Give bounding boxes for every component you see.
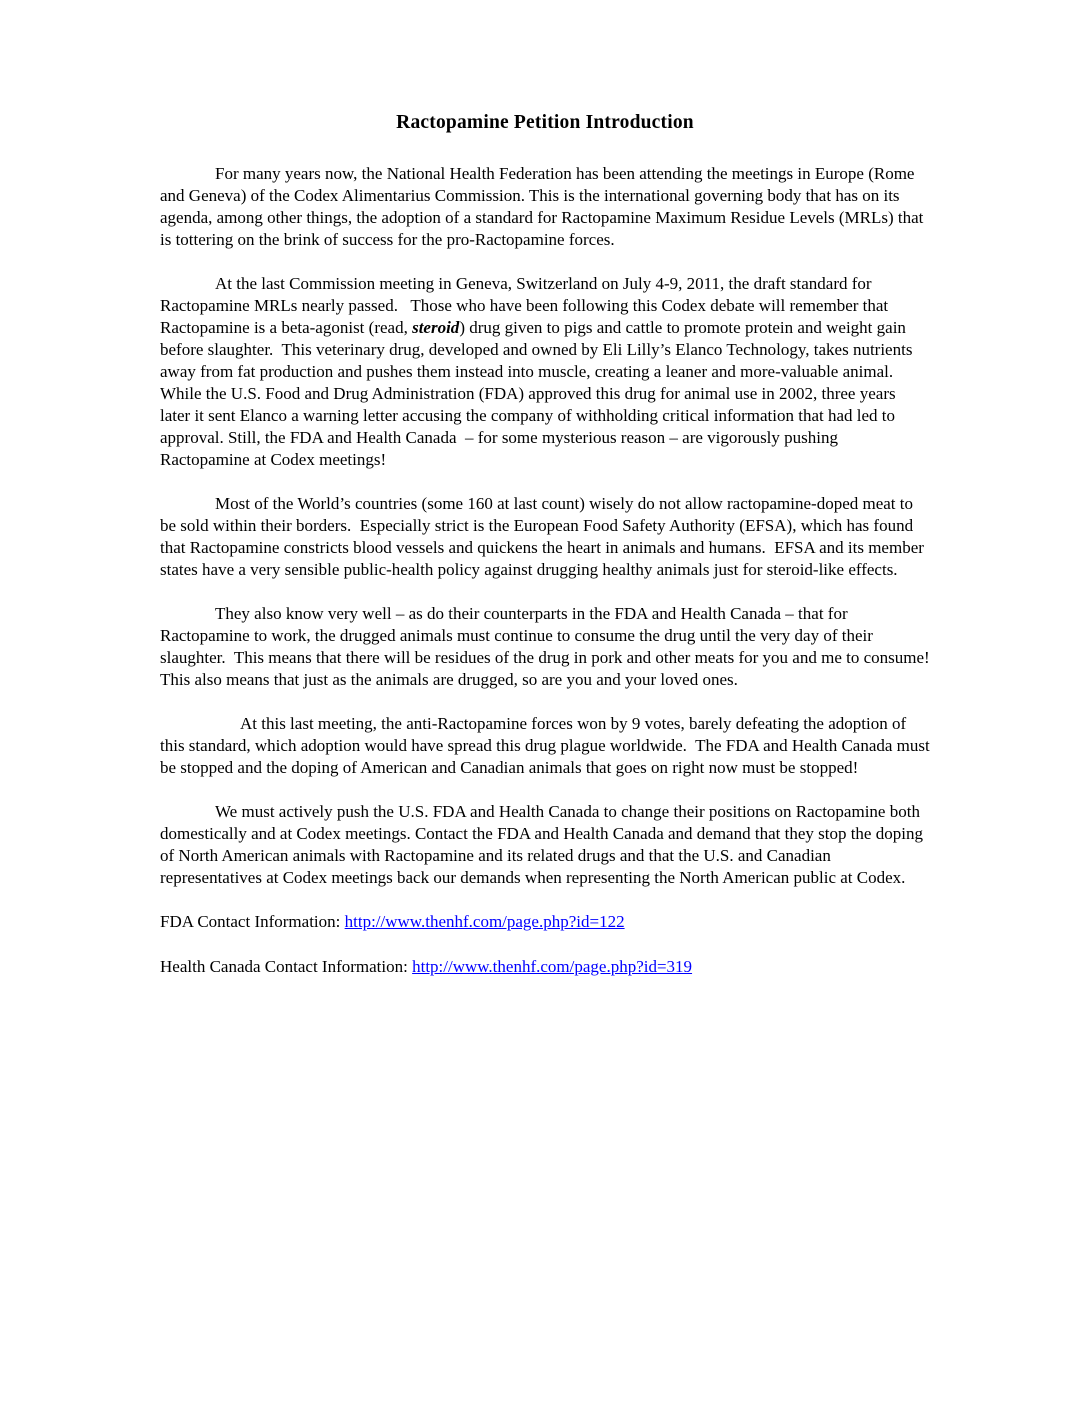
health-canada-contact-label: Health Canada Contact Information: [160, 957, 413, 976]
paragraph-residues: They also know very well – as do their counterparts in the FDA and Health Canada – that for Ractopamine to work, the drugged animals must continue to consume the drug until the very day of their slaughter. This means that there will be residues of the drug in pork and other meats for you and me to consume! This also means that just as the animals are drugged, so are you and your loved ones. [160, 604, 938, 689]
steroid-emphasis: steroid [412, 318, 460, 337]
health-canada-contact-link[interactable]: http://www.thenhf.com/page.php?id=319 [412, 957, 693, 976]
health-canada-contact-line [160, 956, 930, 978]
page-title: Ractopamine Petition Introduction [396, 112, 694, 133]
fda-contact-line [160, 911, 930, 933]
paragraph-commission-meeting [160, 273, 930, 471]
paragraph-world-countries: Most of the World’s countries (some 160 at last count) wisely do not allow ractopamine-doped meat to be sold within their borders. Especially strict is the European Food Safety Authority (EFSA), which has found that Ractopamine constricts blood vessels and quickens the heart in animals and humans. EFSA and its member states have a very sensible public-health policy against drugging healthy animals just for steroid-like effects. [160, 494, 929, 579]
paragraph-commission-meeting-text-post: ) drug given to pigs and cattle to promote protein and weight gain before slaughter. This veterinary drug, developed and owned by Eli Lilly’s Elanco Technology, takes nutrients away from fat production and pushes them instead into muscle, creating a leaner and more-valuable animal. While the U.S. Food and Drug Administration (FDA) approved this drug for animal use in 2002, three years later it sent Elanco a warning letter accusing the company of withholding critical information that had led to approval. Still, the FDA and Health Canada – for some mysterious reason – are vigorously pushing Ractopamine at Codex meetings! [160, 318, 917, 469]
fda-contact-label: FDA Contact Information: [160, 912, 345, 931]
paragraph-last-meeting: At this last meeting, the anti-Ractopamine forces won by 9 votes, barely defeating the adoption of this standard, which adoption would have spread this drug plague worldwide. The FDA and Health Canada must be stopped and the doping of American and Canadian animals that goes on right now must be stopped! [160, 714, 934, 777]
fda-contact-link[interactable]: http://www.thenhf.com/page.php?id=122 [344, 912, 625, 931]
paragraph-intro: For many years now, the National Health Federation has been attending the meetings in Europe (Rome and Geneva) of the Codex Alimentarius Commission. This is the international governing body that has on its agenda, among other things, the adoption of a standard for Ractopamine Maximum Residue Levels (MRLs) that is tottering on the brink of success for the pro-Ractopamine forces. [160, 164, 928, 249]
paragraph-commission-meeting-text-pre: At the last Commission meeting in Geneva, Switzerland on July 4-9, 2011, the draft standard for Ractopamine MRLs nearly passed. Those who have been following this Codex debate will remember that Ractopamine is a beta-agonist (read, [160, 274, 893, 337]
paragraph-call-to-action: We must actively push the U.S. FDA and Health Canada to change their positions on Ractopamine both domestically and at Codex meetings. Contact the FDA and Health Canada and demand that they stop the doping of North American animals with Ractopamine and its related drugs and that the U.S. and Canadian representatives at Codex meetings back our demands when representing the North American public at Codex. [160, 802, 928, 887]
